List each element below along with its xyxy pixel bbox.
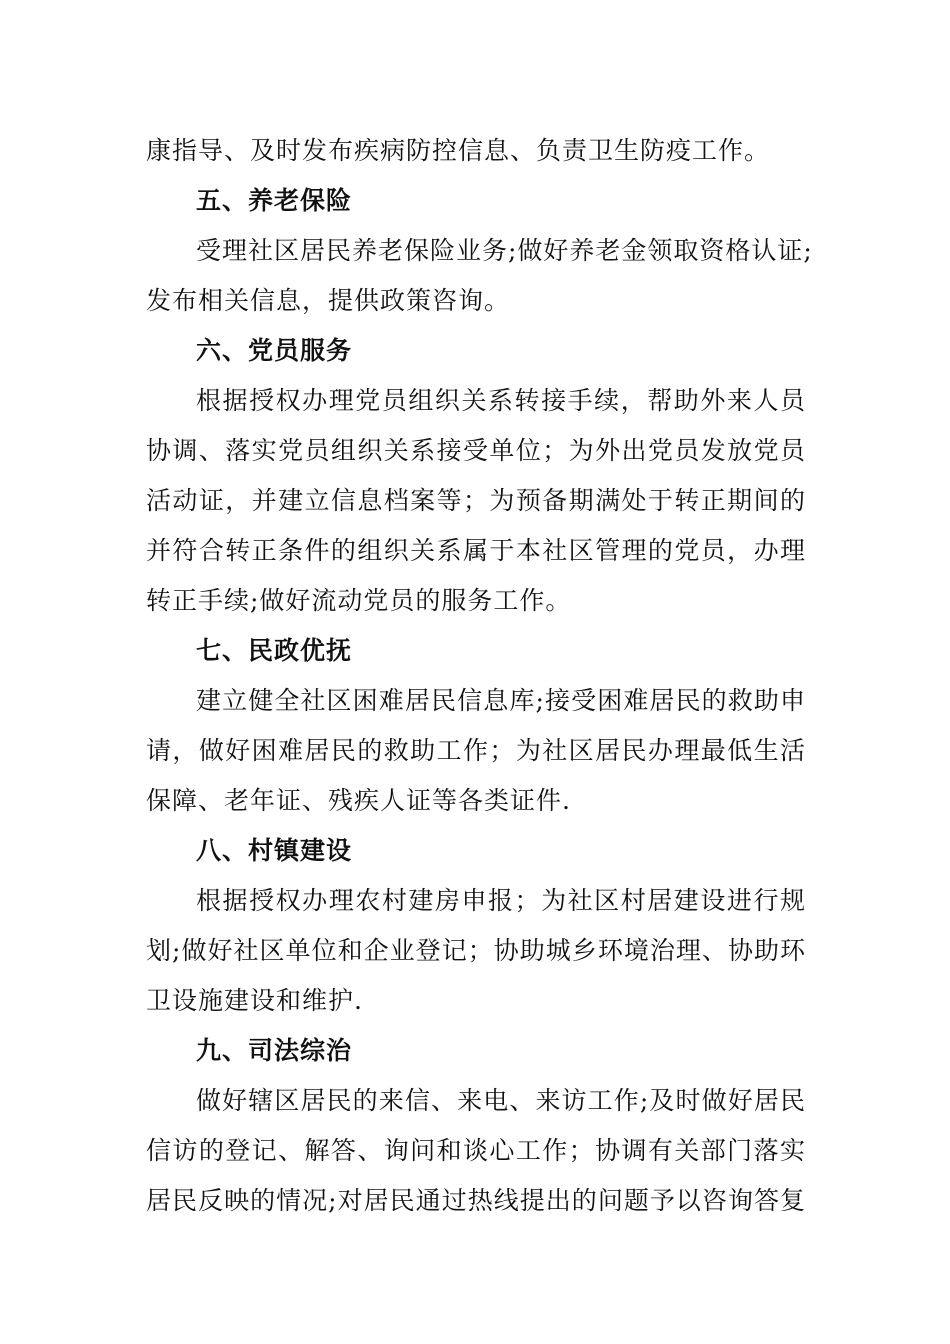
paragraph-line: 根据授权办理党员组织关系转接手续，帮助外来人员 [196, 386, 806, 415]
paragraph-line: 发布相关信息，提供政策咨询。 [146, 286, 511, 315]
paragraph-line: 保障、老年证、残疾人证等各类证件. [146, 786, 571, 815]
paragraph-line: 并符合转正条件的组织关系属于本社区管理的党员，办理 [146, 536, 806, 565]
paragraph-line: 卫设施建设和维护. [146, 986, 363, 1015]
paragraph-line: 划;做好社区单位和企业登记；协助城乡环境治理、协助环 [146, 936, 806, 965]
section-heading-pension: 五、养老保险 [196, 186, 353, 215]
paragraph-line: 请，做好困难居民的救助工作；为社区居民办理最低生活 [146, 736, 806, 765]
paragraph-line: 活动证，并建立信息档案等；为预备期满处于转正期间的 [146, 486, 806, 515]
paragraph-line: 根据授权办理农村建房申报；为社区村居建设进行规 [196, 886, 806, 915]
section-heading-village-construction: 八、村镇建设 [196, 836, 353, 865]
paragraph-line: 协调、落实党员组织关系接受单位；为外出党员发放党员 [146, 436, 806, 465]
paragraph-line: 转正手续;做好流动党员的服务工作。 [146, 586, 572, 615]
paragraph-line: 做好辖区居民的来信、来电、来访工作;及时做好居民 [196, 1086, 806, 1115]
paragraph-line: 受理社区居民养老保险业务;做好养老金领取资格认证; [196, 236, 813, 265]
intro-line: 康指导、及时发布疾病防控信息、负责卫生防疫工作。 [146, 136, 771, 165]
section-heading-party-member-service: 六、党员服务 [196, 336, 353, 365]
section-heading-judicial-affairs: 九、司法综治 [196, 1036, 353, 1065]
paragraph-line: 居民反映的情况;对居民通过热线提出的问题予以咨询答复 [146, 1186, 806, 1215]
paragraph-line: 信访的登记、解答、询问和谈心工作；协调有关部门落实 [146, 1136, 806, 1165]
paragraph-line: 建立健全社区困难居民信息库;接受困难居民的救助申 [196, 686, 806, 715]
section-heading-civil-affairs: 七、民政优抚 [196, 636, 353, 665]
